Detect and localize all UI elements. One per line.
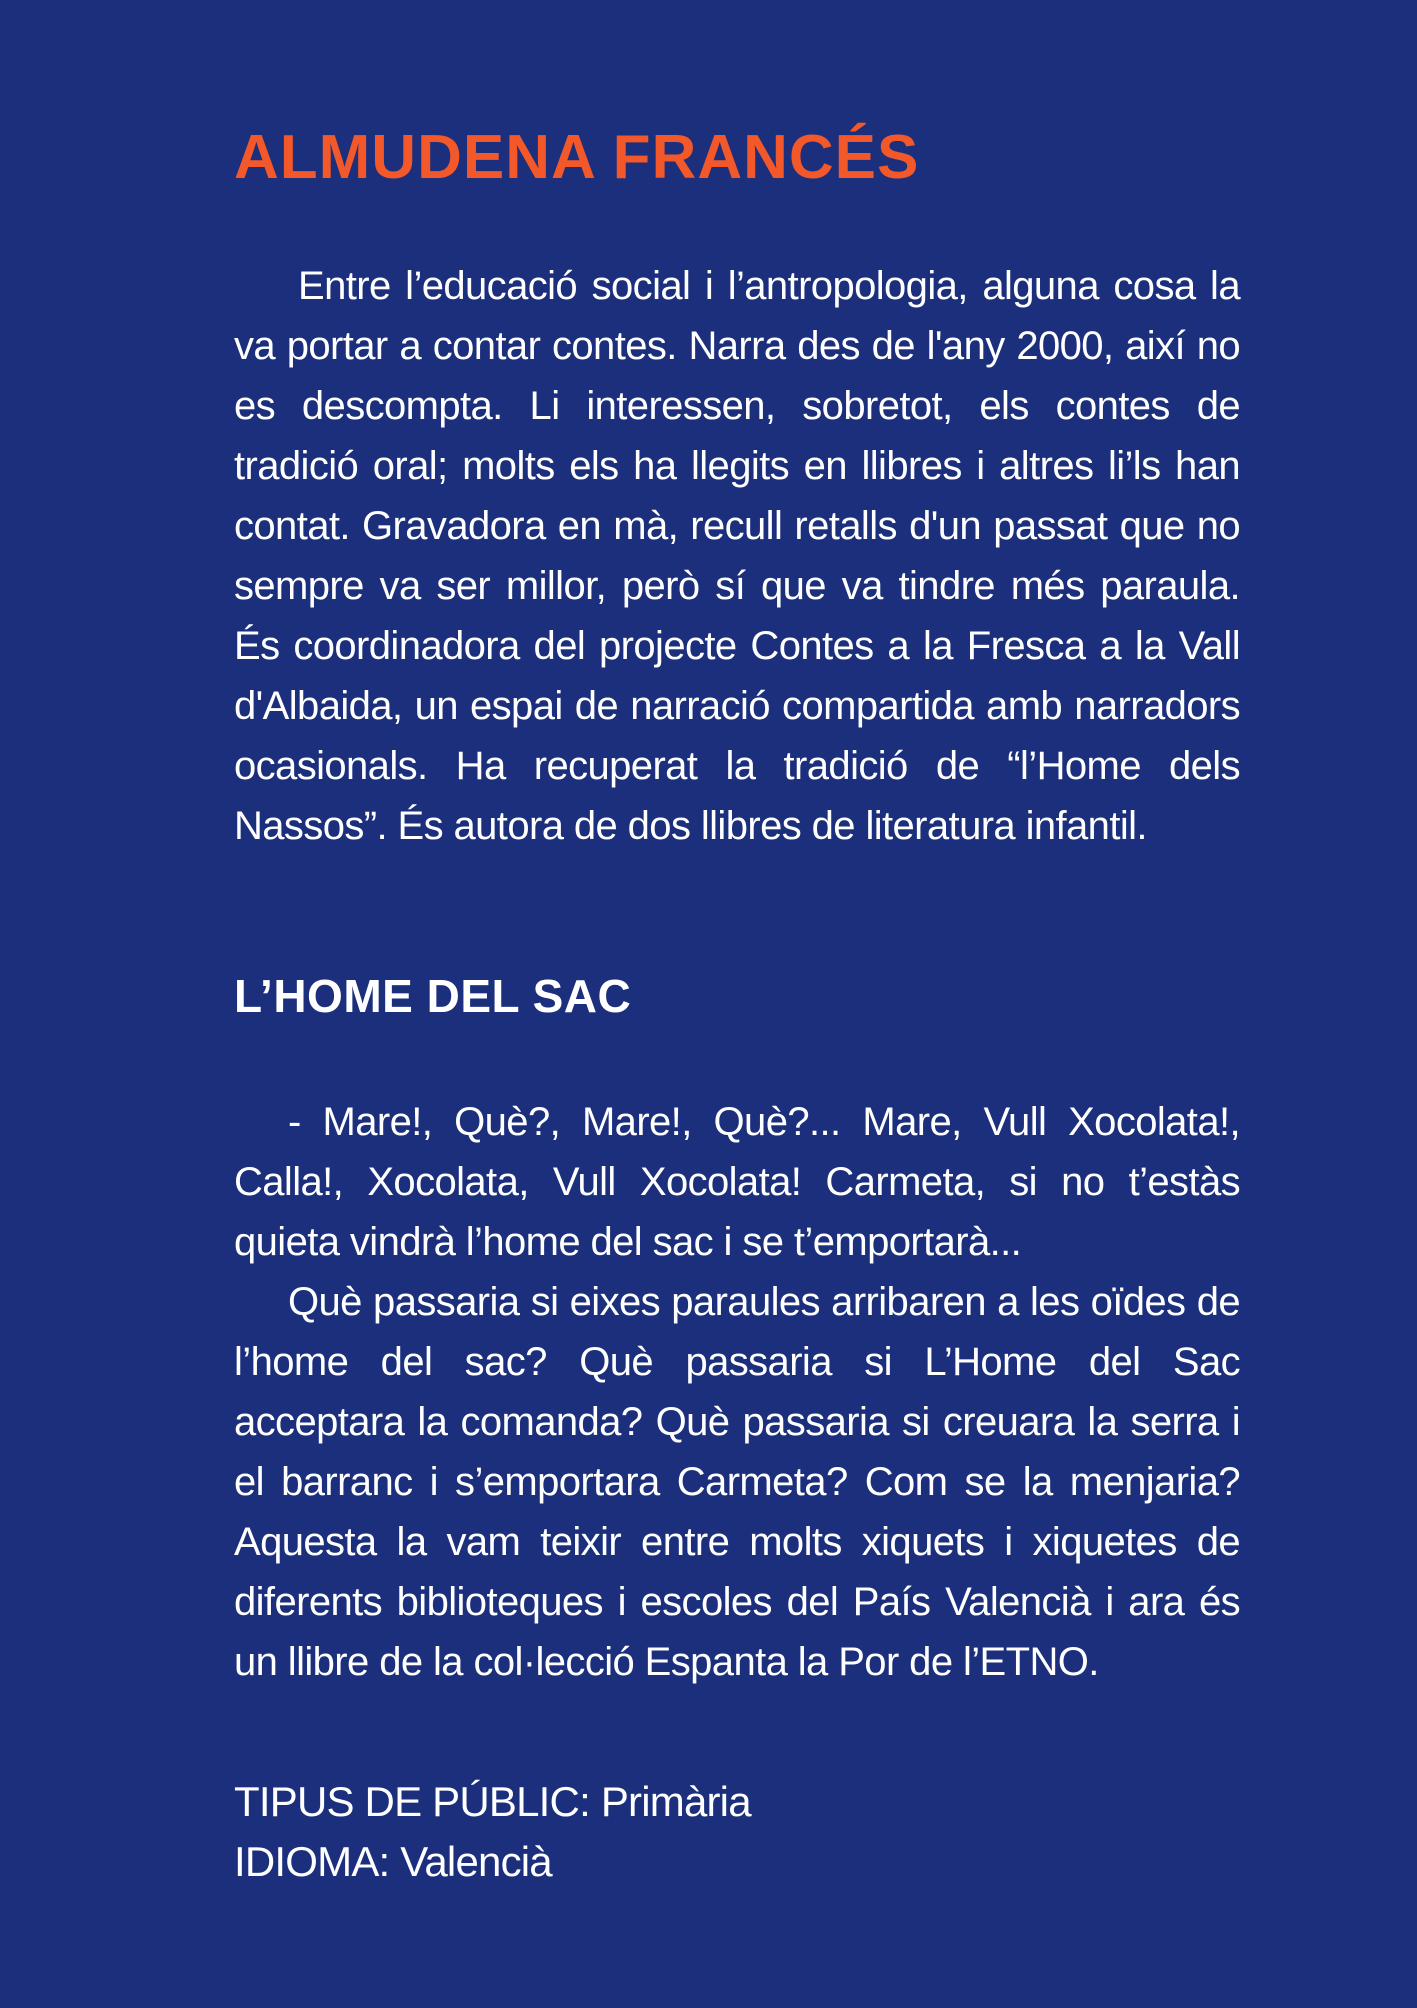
page [234, 118, 1240, 1885]
author-name: ALMUDENA FRANCÉS [234, 123, 920, 192]
story-paragraph-2: Què passaria si eixes paraules arribaren a les oïdes de l’home del sac? Què passaria si L’Home del Sac acceptara la comanda? Què passaria si creuara la serra i el barranc i s’emportara Carmeta? Com se la menjaria? Aquesta la vam teixir entre molts xiquets i xiquetes de diferents biblioteques i escoles del País Valencià i ara és un llibre de la col·lecció Espanta la Por de l’ETNO. [234, 1280, 1240, 1684]
language-label: IDIOMA: Valencià [234, 1838, 552, 1885]
story-title: L’HOME DEL SAC [234, 970, 632, 1022]
story-paragraph-1: - Mare!, Què?, Mare!, Què?... Mare, Vull Xocolata!, Calla!, Xocolata, Vull Xocolata! Carmeta, si no t’estàs quieta vindrà l’home del sac i se t’emportarà... [234, 1100, 1240, 1264]
audience-label: TIPUS DE PÚBLIC: Primària [234, 1778, 751, 1825]
story-section [234, 1092, 1240, 1692]
metadata [234, 1772, 1240, 1892]
author-bio: Entre l’educació social i l’antropologia, alguna cosa la va portar a contar contes. Narra des de l'any 2000, així no es descompta. Li interessen, sobretot, els contes de tradició oral; molts els ha llegits en llibres i altres li’ls han contat. Gravadora en mà, recull retalls d'un passat que no sempre va ser millor, però sí que va tindre més paraula. És coordinadora del projecte Contes a la Fresca a la Vall d'Albaida, un espai de narració compartida amb narradors ocasionals. Ha recuperat la tradició de “l’Home dels Nassos”. És autora de dos llibres de literatura infantil. [234, 264, 1240, 848]
author-bio-section [234, 256, 1240, 856]
